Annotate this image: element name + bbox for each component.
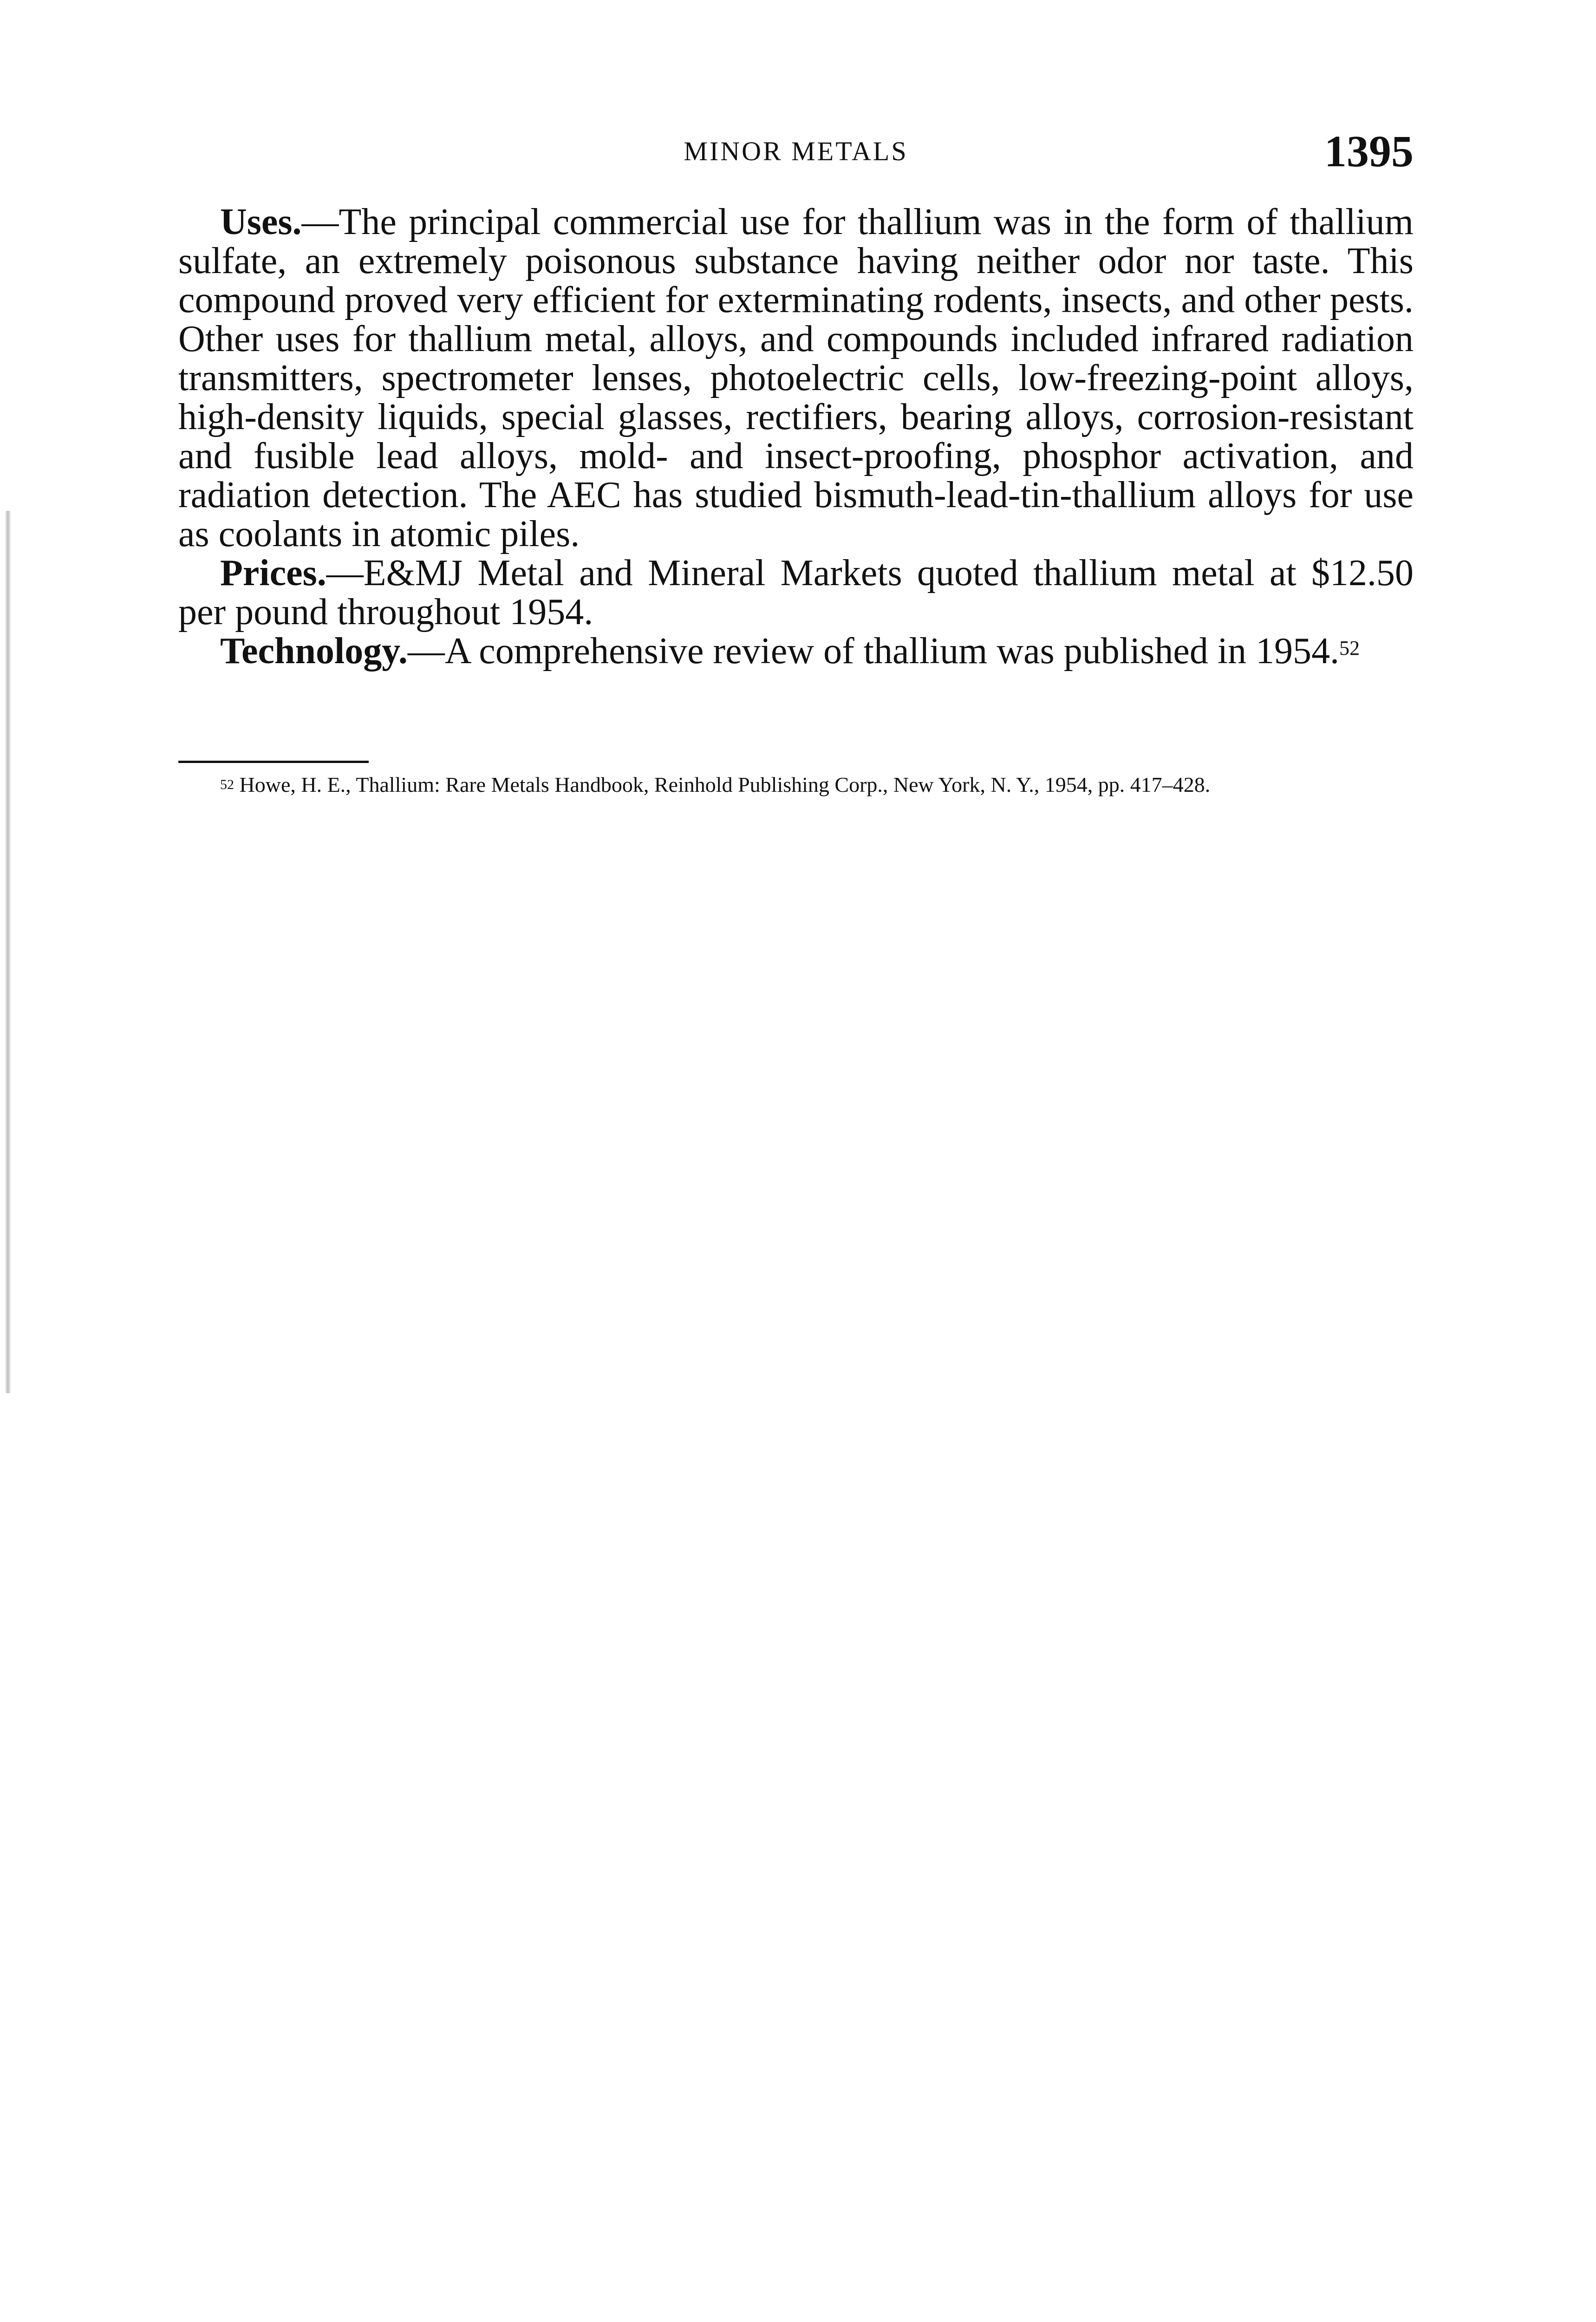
- paragraph-text-uses: —The principal commercial use for thallium was in the form of thallium sulfate, an extremely poisonous substance having neither odor nor taste. This compound proved very efficient for exterminating rodents, insects, and other pests. Other uses for thallium metal, alloys, and compounds included infrared radiation transmitters, spectrometer lenses, photoelectric cells, low-freezing-point alloys, high-density liquids, special glasses, rectifiers, bearing alloys, corrosion-resistant and fusible lead alloys, mold- and insect-proofing, phosphor activation, and radiation detection. The AEC has studied bismuth-lead-tin-thallium alloys for use as coolants in atomic piles.: [178, 202, 1414, 554]
- paragraph-lead-prices: Prices.: [220, 553, 326, 594]
- page-header: [178, 125, 1414, 176]
- paragraph-text-prices: —E&MJ Metal and Mineral Markets quoted thallium metal at $12.50 per pound throughout 1954.: [178, 553, 1414, 633]
- running-head: MINOR METALS: [684, 136, 908, 166]
- binding-edge-shadow: [5, 511, 11, 1393]
- footnote-rule: [178, 761, 369, 763]
- page-number: 1395: [1324, 126, 1414, 176]
- paragraph-technology: [178, 632, 1414, 671]
- footnote-number: 52: [220, 777, 234, 792]
- body-text: [178, 202, 1414, 671]
- paragraph-lead-technology: Technology.: [220, 631, 408, 672]
- footnote: [178, 773, 1414, 796]
- footnote-reference: 52: [1339, 637, 1360, 659]
- footnote-text: Howe, H. E., Thallium: Rare Metals Handbook, Reinhold Publishing Corp., New York, N. Y., 1954, pp. 417–428.: [239, 773, 1211, 796]
- paragraph-prices: [178, 554, 1414, 632]
- paragraph-text-technology: —A comprehensive review of thallium was published in 1954.: [407, 631, 1340, 672]
- paragraph-lead-uses: Uses.: [220, 202, 302, 242]
- paragraph-uses: [178, 202, 1414, 554]
